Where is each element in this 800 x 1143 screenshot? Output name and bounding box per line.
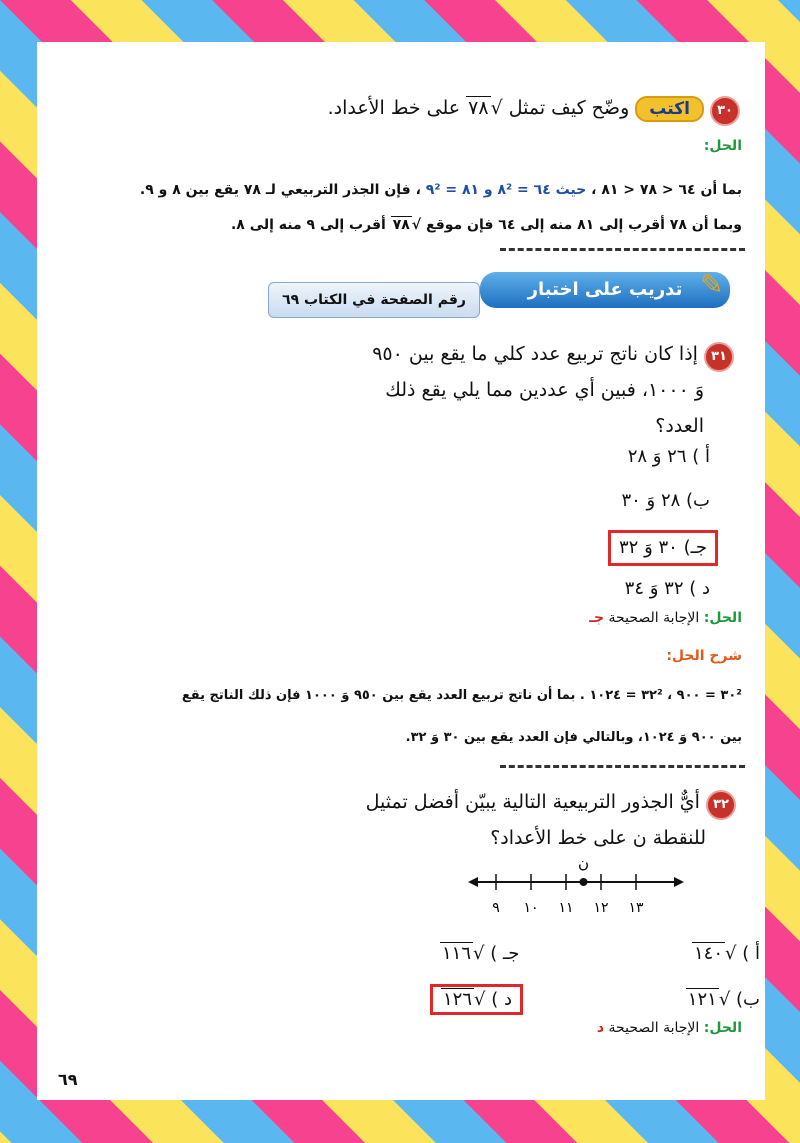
q32-option-b[interactable]: ب) √١٢١ [687, 988, 760, 1010]
q31-option-c[interactable] [560, 530, 710, 576]
q30-number: ٣٠ [710, 96, 740, 126]
q32-options [420, 930, 760, 1022]
q30-solution-line1: بما أن ٦٤ < ٧٨ < ٨١ ، حيث ٦٤ = ٨² و ٨١ = ٩² ، فإن الجذر التربيعي لـ ٧٨ يقع بين ٨ و ٩. [139, 182, 742, 198]
q31-explanation-line2: بين ٩٠٠ وَ ١٠٢٤، وبالتالي فإن العدد يقع بين ٣٠ وَ ٣٢. [405, 730, 742, 745]
page-number: ٦٩ [58, 1070, 78, 1089]
q31-question [354, 336, 734, 444]
tick-label-9: ٩ [492, 900, 500, 916]
q31-line3: العدد؟ [655, 415, 704, 437]
q32-line2: للنقطة ن على خط الأعداد؟ [490, 827, 706, 849]
q32-solution: الحل: الإجابة الصحيحة د [596, 1020, 742, 1036]
q30-prompt-end: على خط الأعداد. [327, 97, 461, 119]
tick-label-13: ١٣ [628, 900, 644, 916]
tick-label-11: ١١ [558, 900, 574, 916]
q32-option-d[interactable]: د ) √١٢٦ [430, 984, 523, 1015]
q30-sqrt: √٧٨ [468, 97, 503, 119]
q30-solution-label: الحل: [703, 138, 742, 154]
q32-line1: ٣٢ أيٌّ الجذور التربيعية التالية يبيّن أفضل تمثيل [356, 784, 736, 820]
test-prep-banner [480, 272, 730, 308]
q32-option-c[interactable]: جـ ) √١١٦ [442, 942, 520, 964]
q30-solution-line2: وبما أن ٧٨ أقرب إلى ٨١ منه إلى ٦٤ فإن موقع √٧٨ أقرب إلى ٩ منه إلى ٨. [230, 217, 742, 233]
q31-options [560, 444, 710, 616]
pencil-icon: ✎ [700, 268, 724, 301]
q31-line2: وَ ١٠٠٠، فبين أي عددين مما يلي يقع ذلك [385, 379, 704, 401]
q31-number: ٣١ [704, 342, 734, 372]
write-badge: اكتب [635, 96, 704, 122]
divider-1 [500, 248, 745, 251]
q32-number: ٣٢ [706, 790, 736, 820]
divider-2 [500, 765, 745, 768]
q30-prompt: وضّح كيف تمثل [508, 97, 630, 119]
tick-label-10: ١٠ [523, 900, 539, 916]
q31-correct-highlight: جـ) ٣٠ وَ ٣٢ [608, 530, 718, 566]
q31-option-a[interactable]: أ ) ٢٦ وَ ٢٨ [627, 446, 710, 467]
q31-solution: الحل: الإجابة الصحيحة جـ [589, 610, 742, 626]
q31-option-d[interactable]: د ) ٣٢ وَ ٣٤ [624, 578, 710, 599]
book-page-box [268, 282, 480, 318]
test-prep-title: تدريب على اختبار [527, 279, 683, 300]
q31-explanation-line1: ٣٠² = ٩٠٠ ، ٣٢² = ١٠٢٤ . بما أن ناتج تربيع العدد يقع بين ٩٥٠ وَ ١٠٠٠ فإن ذلك الناتج يقع [181, 688, 742, 703]
q31-option-b[interactable]: ب) ٢٨ وَ ٣٠ [621, 490, 710, 511]
q32-question [356, 784, 736, 856]
q32-option-a[interactable]: أ ) √١٤٠ [694, 942, 760, 964]
point-n [580, 878, 588, 886]
point-n-label: ن [577, 854, 590, 872]
book-page-text: رقم الصفحة في الكتاب ٦٩ [282, 292, 466, 308]
tick-label-12: ١٢ [593, 900, 609, 916]
q30-header [328, 96, 740, 126]
q31-explanation-label: شرح الحل: [666, 648, 742, 664]
number-line [466, 852, 686, 922]
q31-line1: ٣١ إذا كان ناتج تربيع عدد كلي ما يقع بين ٩٥٠ [354, 336, 734, 372]
